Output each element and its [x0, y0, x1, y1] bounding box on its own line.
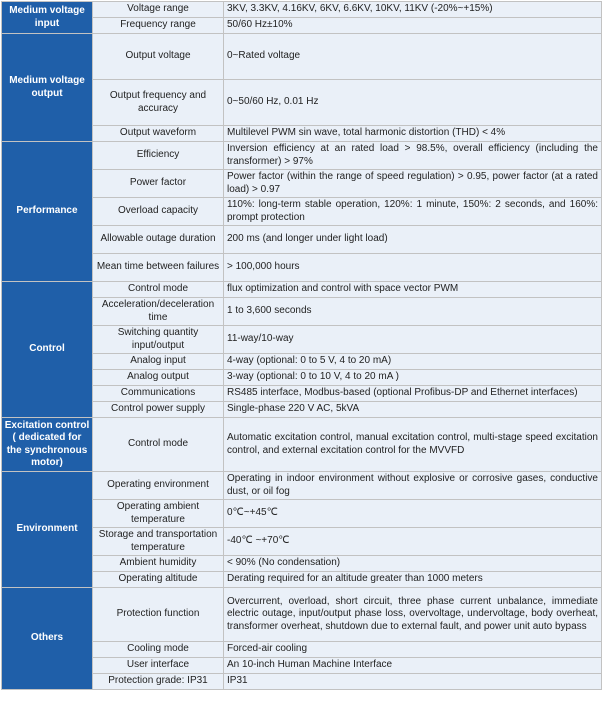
value-cell: < 90% (No condensation): [224, 556, 602, 572]
parameter-cell: Frequency range: [93, 18, 224, 34]
value-cell: 110%: long-term stable operation, 120%: 1 minute, 150%: 2 seconds, and 160%: prompt protection: [224, 198, 602, 226]
value-cell: Single-phase 220 V AC, 5kVA: [224, 402, 602, 418]
parameter-cell: Power factor: [93, 170, 224, 198]
specifications-table-body: [2, 2, 602, 690]
category-cell: Control: [2, 282, 93, 418]
value-cell: 200 ms (and longer under light load): [224, 226, 602, 254]
parameter-cell: Mean time between failures: [93, 254, 224, 282]
parameter-cell: Control mode: [93, 418, 224, 472]
value-cell: 50/60 Hz±10%: [224, 18, 602, 34]
table-row: [2, 2, 602, 18]
parameter-cell: Control power supply: [93, 402, 224, 418]
parameter-cell: Output frequency and accuracy: [93, 80, 224, 126]
value-cell: 0~50/60 Hz, 0.01 Hz: [224, 80, 602, 126]
parameter-cell: Cooling mode: [93, 642, 224, 658]
parameter-cell: Operating environment: [93, 472, 224, 500]
category-cell: Medium voltage input: [2, 2, 93, 34]
parameter-cell: Ambient humidity: [93, 556, 224, 572]
parameter-cell: Output voltage: [93, 34, 224, 80]
category-cell: Others: [2, 588, 93, 690]
value-cell: 0~Rated voltage: [224, 34, 602, 80]
value-cell: IP31: [224, 674, 602, 690]
category-cell: Performance: [2, 142, 93, 282]
value-cell: 0℃~+45℃: [224, 500, 602, 528]
parameter-cell: Switching quantity input/output: [93, 326, 224, 354]
parameter-cell: Efficiency: [93, 142, 224, 170]
parameter-cell: User interface: [93, 658, 224, 674]
parameter-cell: Protection function: [93, 588, 224, 642]
table-row: [2, 588, 602, 642]
value-cell: Derating required for an altitude greater than 1000 meters: [224, 572, 602, 588]
table-row: [2, 282, 602, 298]
category-cell: Medium voltage output: [2, 34, 93, 142]
value-cell: Automatic excitation control, manual excitation control, multi-stage speed excitation control, and external excitation control for the MVVFD: [224, 418, 602, 472]
value-cell: > 100,000 hours: [224, 254, 602, 282]
value-cell: An 10-inch Human Machine Interface: [224, 658, 602, 674]
parameter-cell: Storage and transportation temperature: [93, 528, 224, 556]
value-cell: 3-way (optional: 0 to 10 V, 4 to 20 mA ): [224, 370, 602, 386]
parameter-cell: Operating altitude: [93, 572, 224, 588]
value-cell: RS485 interface, Modbus-based (optional Profibus-DP and Ethernet interfaces): [224, 386, 602, 402]
value-cell: 4-way (optional: 0 to 5 V, 4 to 20 mA): [224, 354, 602, 370]
value-cell: Operating in indoor environment without explosive or corrosive gases, conductive dust, or oil fog: [224, 472, 602, 500]
table-row: [2, 142, 602, 170]
table-row: [2, 418, 602, 472]
parameter-cell: Analog output: [93, 370, 224, 386]
category-cell: Excitation control ( dedicated for the synchronous motor): [2, 418, 93, 472]
table-row: [2, 472, 602, 500]
value-cell: 3KV, 3.3KV, 4.16KV, 6KV, 6.6KV, 10KV, 11KV (-20%~+15%): [224, 2, 602, 18]
parameter-cell: Allowable outage duration: [93, 226, 224, 254]
value-cell: Power factor (within the range of speed regulation) > 0.95, power factor (at a rated load) > 0.97: [224, 170, 602, 198]
specifications-table: [1, 1, 602, 690]
category-cell: Environment: [2, 472, 93, 588]
value-cell: Inversion efficiency at an rated load > 98.5%, overall efficiency (including the transformer) > 97%: [224, 142, 602, 170]
value-cell: flux optimization and control with space vector PWM: [224, 282, 602, 298]
parameter-cell: Output waveform: [93, 126, 224, 142]
value-cell: 11-way/10-way: [224, 326, 602, 354]
value-cell: -40℃ ~+70℃: [224, 528, 602, 556]
parameter-cell: Control mode: [93, 282, 224, 298]
parameter-cell: Overload capacity: [93, 198, 224, 226]
parameter-cell: Acceleration/deceleration time: [93, 298, 224, 326]
parameter-cell: Operating ambient temperature: [93, 500, 224, 528]
value-cell: Multilevel PWM sin wave, total harmonic distortion (THD) < 4%: [224, 126, 602, 142]
value-cell: Forced-air cooling: [224, 642, 602, 658]
value-cell: 1 to 3,600 seconds: [224, 298, 602, 326]
parameter-cell: Voltage range: [93, 2, 224, 18]
parameter-cell: Communications: [93, 386, 224, 402]
table-row: [2, 34, 602, 80]
value-cell: Overcurrent, overload, short circuit, three phase current unbalance, immediate electric outage, input/output phase loss, overvoltage, undervoltage, body overheat, transformer overheat, shutdown due to external fault, and power unit auto bypass: [224, 588, 602, 642]
parameter-cell: Analog input: [93, 354, 224, 370]
parameter-cell: Protection grade: IP31: [93, 674, 224, 690]
